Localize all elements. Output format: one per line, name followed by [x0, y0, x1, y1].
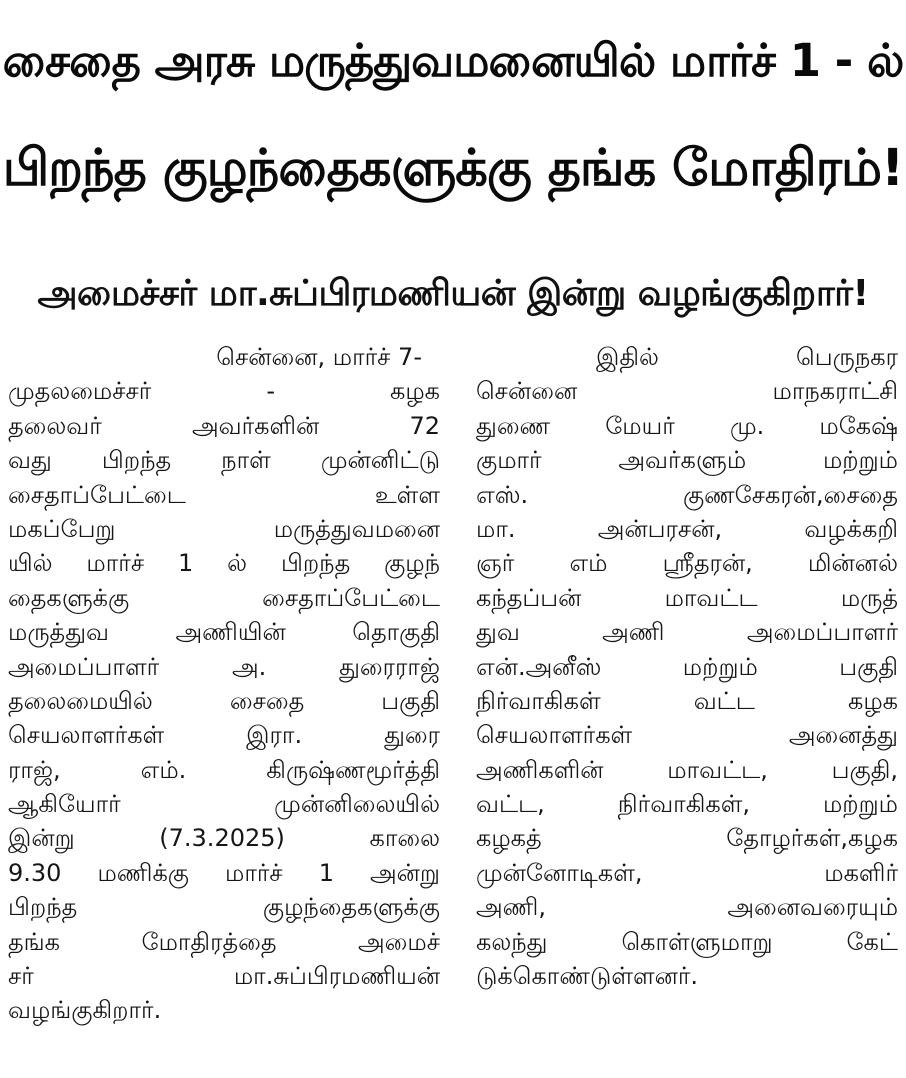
article-line: சர் மா.சுப்பிரமணியன்	[8, 962, 440, 991]
article-line: ஆகியோர் முன்னிலையில்	[8, 790, 440, 819]
article-line: தலைமையில் சைதை பகுதி	[8, 686, 440, 715]
article-line: அமைப்பாளர் அ. துரைராஜ்	[8, 652, 440, 681]
article-line: யில் மார்ச் 1 ல் பிறந்த குழந்	[8, 549, 440, 578]
article-line: துவ அணி அமைப்பாளர்	[476, 618, 898, 647]
article-line: எஸ். குணசேகரன்,சைதை	[476, 480, 898, 509]
article-line: சென்னை, மார்ச் 7-	[216, 343, 422, 371]
article-line: ராஜ், எம். கிருஷ்ணமூர்த்தி	[8, 755, 440, 784]
headline-line-2: பிறந்த குழந்தைகளுக்கு தங்க மோதிரம்!	[2, 139, 904, 198]
article-line: வழங்குகிறார்.	[8, 996, 162, 1025]
article-line: ஞர் எம் ஸ்ரீதரன், மின்னல்	[476, 549, 898, 578]
article-line: மகப்பேறு மருத்துவமனை	[8, 514, 440, 543]
article-line: தலைவர் அவர்களின் 72	[8, 411, 440, 440]
article-line: வது பிறந்த நாள் முன்னிட்டு	[8, 446, 440, 475]
article-line: கழகத் தோழர்கள்,கழக	[476, 824, 898, 853]
article-line: அணி, அனைவரையும்	[476, 893, 898, 922]
article-line: என்.அனீஸ் மற்றும் பகுதி	[476, 652, 898, 681]
article-line: கந்தப்பன் மாவட்ட மருத்	[476, 583, 898, 612]
article-line: முதலமைச்சர் - கழக	[8, 377, 440, 406]
article-line: மருத்துவ அணியின் தொகுதி	[8, 618, 440, 647]
article-line: செயலாளர்கள் அனைத்து	[476, 721, 898, 750]
article-line: வட்ட, நிர்வாகிகள், மற்றும்	[476, 790, 898, 819]
article-line: நிர்வாகிகள் வட்ட கழக	[476, 686, 898, 715]
article-line: இன்று (7.3.2025) காலை	[8, 824, 440, 853]
column-divider	[458, 344, 459, 1064]
article-line: டுக்கொண்டுள்ளனர்.	[476, 962, 699, 991]
article-line: தைகளுக்கு சைதாப்பேட்டை	[8, 583, 440, 612]
article-line: அணிகளின் மாவட்ட, பகுதி,	[476, 755, 898, 784]
article-line: 9.30 மணிக்கு மார்ச் 1 அன்று	[8, 858, 440, 887]
article-line: பிறந்த குழந்தைகளுக்கு	[8, 893, 440, 922]
article-line: துணை மேயர் மு. மகேஷ்	[476, 411, 898, 440]
subheadline: அமைச்சர் மா.சுப்பிரமணியன் இன்று வழங்குகிறார்!	[37, 273, 869, 314]
headline-line-1: சைதை அரசு மருத்துவமனையில் மார்ச் 1 - ல்	[2, 34, 904, 87]
article-column-left	[8, 340, 440, 1028]
article-line: தங்க மோதிரத்தை அமைச்	[8, 927, 440, 956]
article-line: மா. அன்பரசன், வழக்கறி	[476, 514, 898, 543]
article-line: குமார் அவர்களும் மற்றும்	[476, 446, 898, 475]
article-line: செயலாளர்கள் இரா. துரை	[8, 721, 440, 750]
article-line: சைதாப்பேட்டை உள்ள	[8, 480, 440, 509]
article-line: சென்னை மாநகராட்சி	[476, 377, 898, 406]
article-column-right	[476, 340, 898, 993]
article-line: முன்னோடிகள், மகளிர்	[476, 858, 898, 887]
article-line: இதில் பெருநகர	[596, 343, 898, 371]
article-line: கலந்து கொள்ளுமாறு கேட்	[476, 927, 898, 956]
